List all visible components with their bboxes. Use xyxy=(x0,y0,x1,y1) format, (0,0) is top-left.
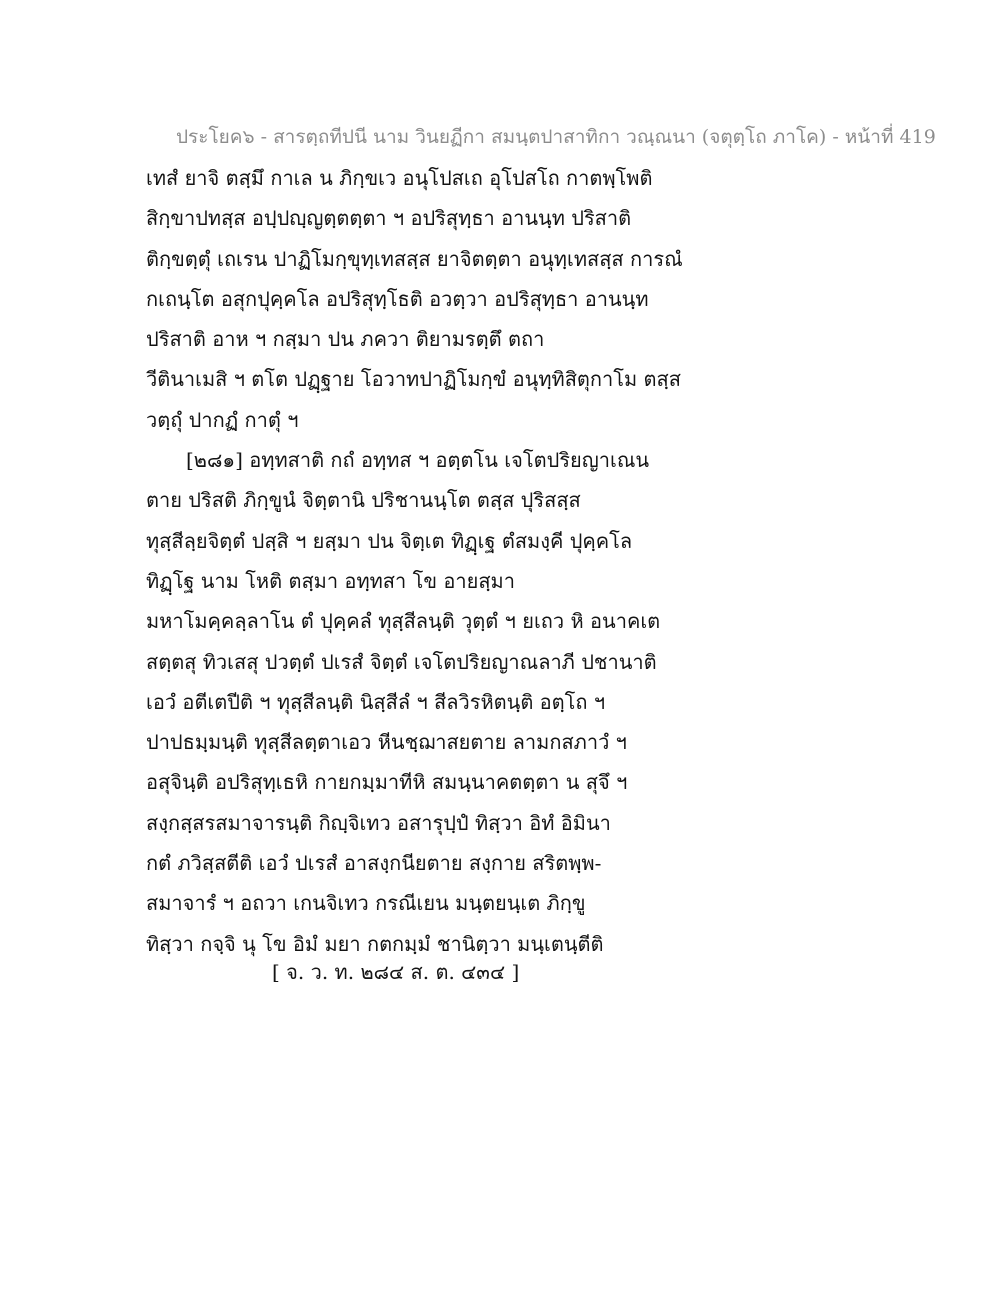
body-text xyxy=(146,158,866,964)
text-line: ปริสาติ อาห ฯ กสฺมา ปน ภควา ติยามรตฺตึ ตถา xyxy=(146,327,545,352)
text-line: วตฺถุํ ปากฏํ กาตุํ ฯ xyxy=(146,407,299,432)
text-line: กตํ ภวิสฺสตีติ เอวํ ปเรสํ อาสงฺกนียตาย สงฺกาย สริตพฺพ- xyxy=(146,851,602,876)
text-line: สตฺตสุ ทิวเสสุ ปวตฺตํ ปเรสํ จิตฺตํ เจโตปริยญาณลาภี ปชานาติ xyxy=(146,649,657,674)
text-line: สิกฺขาปทสฺส อปฺปญฺญตฺตตฺตา ฯ อปริสุทฺธา อานนฺท ปริสาติ xyxy=(146,206,632,231)
text-line: กเถนฺโต อสุกปุคฺคโล อปริสุทฺโธติ อวตฺวา อปริสุทฺธา อานนฺท xyxy=(146,286,649,311)
text-line: ติกฺขตฺตุํ เถเรน ปาฏิโมกฺขุทฺเทสสฺส ยาจิตตฺตา อนุทฺเทสสฺส การณํ xyxy=(146,246,683,271)
text-line: มหาโมคฺคลฺลาโน ตํ ปุคฺคลํ ทุสฺสีลนฺติ วุตฺตํ ฯ ยเถว หิ อนาคเต xyxy=(146,609,661,634)
text-line: อสุจินฺติ อปริสุทฺเธหิ กายกมฺมาทีหิ สมนฺนาคตตฺตา น สุจึ ฯ xyxy=(146,770,628,795)
text-line: ทิฏฺโฐ นาม โหติ ตสฺมา อทฺทสา โข อายสฺมา xyxy=(146,568,515,593)
text-line: สมาจารํ ฯ อถวา เกนจิเทว กรณีเยน มนฺตยนฺเต ภิกฺขู xyxy=(146,891,586,916)
text-line: สงฺกสฺสรสมาจารนฺติ กิญฺจิเทว อสารุปฺปํ ทิสฺวา อิทํ อิมินา xyxy=(146,810,611,835)
text-line: ตาย ปริสติ ภิกฺขูนํ จิตฺตานิ ปริชานนฺโต ตสฺส ปุริสสฺส xyxy=(146,488,581,513)
text-line: ทิสฺวา กจฺจิ นุ โข อิมํ มยา กตกมฺมํ ชานิตฺวา มนฺเตนฺตีติ xyxy=(146,931,604,956)
reference-footnote: [ จ. ว. ท. ๒๘๔ ส. ต. ๔๓๔ ] xyxy=(272,960,520,984)
text-line: ทุสฺสีลฺยจิตฺตํ ปสฺสิ ฯ ยสฺมา ปน จิตฺเต ทิฏฺเฐ ตํสมงฺคี ปุคฺคโล xyxy=(146,528,633,553)
text-line: เอวํ อตีเตปีติ ฯ ทุสฺสีลนฺติ นิสฺสีลํ ฯ สีลวิรหิตนฺติ อตฺโถ ฯ xyxy=(146,689,606,714)
paragraph-start-line: [๒๘๑] อทฺทสาติ กถํ อทฺทส ฯ อตฺตโน เจโตปริยญาเณน xyxy=(186,448,650,473)
running-header: ประโยค๖ - สารตฺถทีปนี นาม วินยฏีกา สมนฺตปาสาทิกา วณฺณนา (จตุตฺโถ ภาโค) - หน้าที่ 419 xyxy=(176,126,936,148)
text-line: วีตินาเมสิ ฯ ตโต ปฏฺฐาย โอวาทปาฏิโมกฺขํ อนุทฺทิสิตุกาโม ตสฺส xyxy=(146,367,681,392)
text-line: ปาปธมฺมนฺติ ทุสฺสีลตฺตาเอว หีนชฺฌาสยตาย ลามกสภาวํ ฯ xyxy=(146,730,627,755)
text-line: เทสํ ยาจิ ตสฺมึ กาเล น ภิกฺขเว อนุโปสเถ อุโปสโถ กาตพฺโพติ xyxy=(146,166,653,190)
